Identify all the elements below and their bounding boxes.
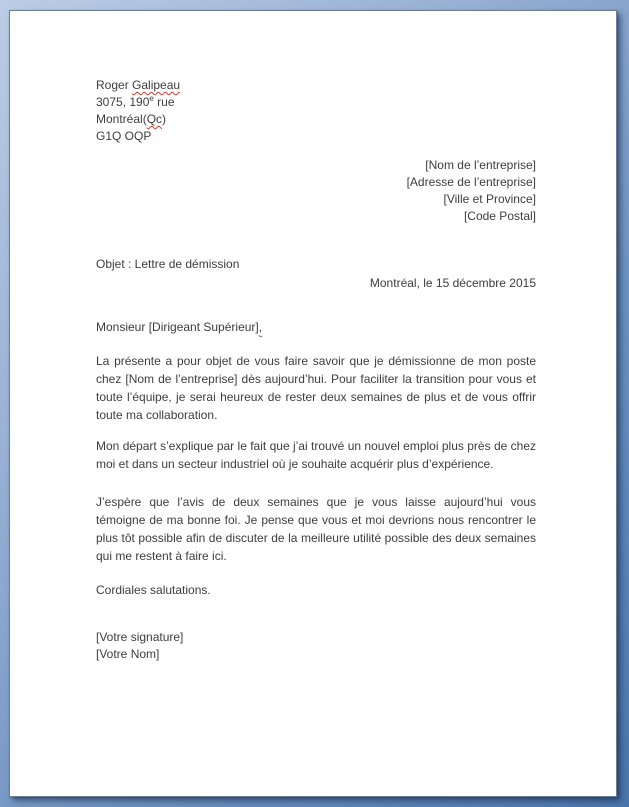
signature-placeholder: [Votre signature] bbox=[96, 630, 184, 644]
sender-name-line bbox=[96, 77, 536, 94]
salutation-grammar-flag: , bbox=[258, 320, 263, 334]
body-paragraph-3: J’espère que l’avis de deux semaines que je vous laisse aujourd’hui vous témoigne de ma bonne foi. Je pense que vous et moi devrions nous rencontrer le plus tôt possible afin de discuter de la meilleure utilité possible des deux semaines qui me restent à faire ici. bbox=[96, 495, 536, 563]
sender-city-suffix: ) bbox=[162, 112, 167, 126]
sender-city-misspelled: Qc bbox=[146, 112, 163, 126]
sender-name-misspelled: Galipeau bbox=[132, 78, 181, 92]
body-paragraph-2: Mon départ s’explique par le fait que j’ai trouvé un nouvel emploi plus près de chez moi et dans un secteur industriel où je souhaite acquérir plus d’expérience. bbox=[96, 439, 536, 471]
sender-address-block bbox=[96, 77, 536, 145]
recipient-city-placeholder: [Ville et Province] bbox=[443, 192, 536, 206]
sender-street-suffix: rue bbox=[153, 95, 175, 109]
sender-street-text: 3075, 190 bbox=[96, 95, 150, 109]
recipient-address-block bbox=[96, 157, 536, 225]
body-paragraph-1: La présente a pour objet de vous faire savoir que je démissionne de mon poste chez [Nom de l’entreprise] dès aujourd’hui. Pour faciliter la transition pour vous et toute l’équipe, je serai heureux de rester deux semaines de plus et de vous offrir toute ma collaboration. bbox=[96, 354, 536, 422]
sender-city-line bbox=[96, 111, 536, 128]
sender-postal-line: G1Q OQP bbox=[96, 129, 152, 143]
recipient-postal-placeholder: [Code Postal] bbox=[463, 209, 536, 223]
sender-city-text: Montréal( bbox=[96, 112, 147, 126]
recipient-address-placeholder: [Adresse de l’entreprise] bbox=[406, 175, 536, 189]
name-placeholder: [Votre Nom] bbox=[96, 647, 160, 661]
recipient-company-placeholder: [Nom de l’entreprise] bbox=[425, 158, 536, 172]
salutation-text: Monsieur [Dirigeant Supérieur] bbox=[96, 320, 259, 334]
date-line: Montréal, le 15 décembre 2015 bbox=[369, 276, 536, 290]
sender-name-text: Roger bbox=[96, 78, 133, 92]
sender-street-line bbox=[96, 94, 536, 111]
letter-content bbox=[96, 77, 536, 663]
closing-line: Cordiales salutations. bbox=[96, 583, 211, 597]
letter-page[interactable] bbox=[9, 10, 617, 797]
subject-line: Objet : Lettre de démission bbox=[96, 257, 240, 271]
salutation-line bbox=[96, 319, 536, 336]
sender-street-ordinal: e bbox=[149, 94, 154, 103]
